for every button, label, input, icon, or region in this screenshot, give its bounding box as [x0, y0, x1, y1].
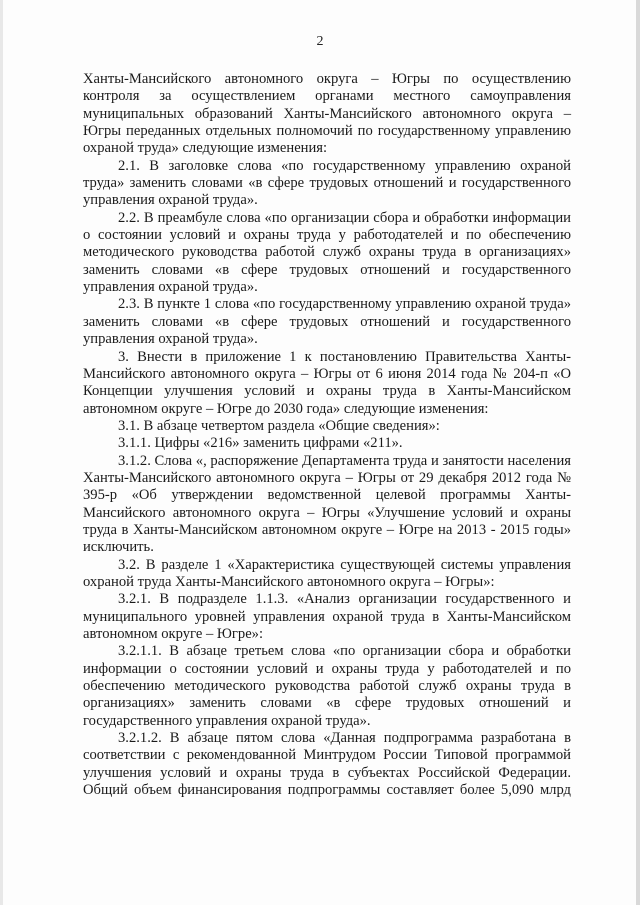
- scan-edge-left: [0, 0, 3, 905]
- paragraph-3-2: 3.2. В разделе 1 «Характеристика существующей системы управления охраной труда Ханты-Мансийского автономного округа – Югры»:: [83, 556, 571, 590]
- paragraph-2-2: 2.2. В преамбуле слова «по организации сбора и обработки информации о состоянии условий и охраны труда у работодателей и по обеспечению методического руководства работой служб охраны труда в организациях» заменить словами «в сфере трудовых отношений и государственного управления охраной труда».: [83, 209, 571, 296]
- paragraph-3-1-1: 3.1.1. Цифры «216» заменить цифрами «211».: [118, 435, 403, 452]
- scan-edge-right: [636, 0, 640, 905]
- paragraph-3: 3. Внести в приложение 1 к постановлению Правительства Ханты-Мансийского автономного округа – Югры от 6 июня 2014 года № 204-п «О Концепции улучшения условий и охраны труда в Ханты-Мансийском автономном округе – Югре до 2030 года» следующие изменения:: [83, 348, 571, 417]
- paragraph-3-2-1-1: 3.2.1.1. В абзаце третьем слова «по организации сбора и обработки информации о состоянии условий и охраны труда у работодателей и по обеспечению методического руководства работой служб охраны труда в организациях» заменить словами «в сфере трудовых отношений и государственного управления охраной труда».: [83, 643, 571, 729]
- paragraph-3-1: 3.1. В абзаце четвертом раздела «Общие сведения»:: [118, 417, 440, 434]
- document-body: [83, 71, 571, 799]
- paragraph-continuation: Ханты-Мансийского автономного округа – Югры по осуществлению контроля за осуществлением органами местного самоуправления муниципальных образований Ханты-Мансийского автономного округа – Югры переданных отдельных полномочий по государственному управлению охраной труда» следующие изменения:: [83, 71, 571, 157]
- page-number: 2: [316, 34, 324, 49]
- paragraph-3-2-1: 3.2.1. В подразделе 1.1.3. «Анализ организации государственного и муниципального уровней управления охраной труда в Ханты-Мансийском автономном округе – Югре»:: [83, 591, 571, 642]
- paragraph-2-1: 2.1. В заголовке слова «по государственному управлению охраной труда» заменить словами «в сфере трудовых отношений и государственного управления охраной труда».: [83, 157, 571, 209]
- paragraph-3-1-2: 3.1.2. Слова «, распоряжение Департамента труда и занятости населения Ханты-Мансийского автономного округа – Югры от 29 декабря 2012 года № 395-р «Об утверждении ведомственной целевой программы Ханты-Мансийского автономного округа – Югры «Улучшение условий и охраны труда в Ханты-Мансийском автономном округе – Югре на 2013 - 2015 годы» исключить.: [83, 452, 571, 556]
- paragraph-3-2-1-2: 3.2.1.2. В абзаце пятом слова «Данная подпрограмма разработана в соответствии с рекомендованной Минтрудом России Типовой программой улучшения условий и охраны труда в субъектах Российской Федерации. Общий объем финансирования подпрограммы составляет более 5,090 млрд: [83, 730, 571, 799]
- paragraph-2-3: 2.3. В пункте 1 слова «по государственному управлению охраной труда» заменить словами «в сфере трудовых отношений и государственного управления охраной труда».: [83, 296, 571, 348]
